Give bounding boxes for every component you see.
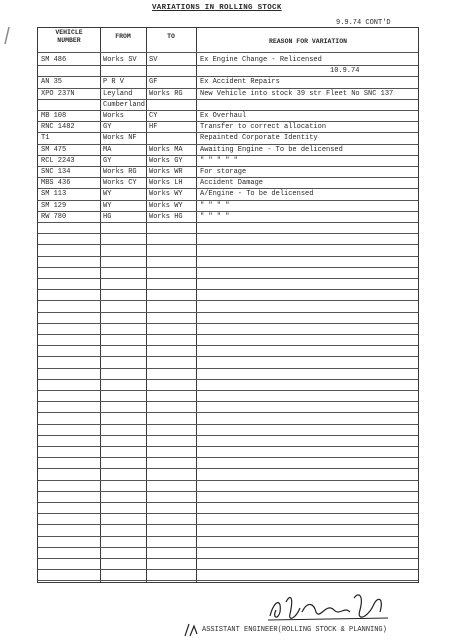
header-rule	[38, 52, 418, 53]
row-rule	[38, 390, 418, 391]
header-vehicle-number: VEHICLE NUMBER	[55, 29, 83, 44]
header-to: TO	[167, 33, 175, 40]
row-rule	[38, 345, 418, 346]
cell-from: GY	[103, 156, 112, 165]
row-rule	[38, 233, 418, 234]
cell-vehicle: SM 475	[41, 145, 67, 154]
row-rule	[38, 457, 418, 458]
row-rule	[38, 334, 418, 335]
cell-from: P R V	[103, 78, 125, 87]
cell-vehicle: AN 35	[41, 78, 63, 87]
cell-vehicle: MB 108	[41, 112, 67, 120]
row-rule	[38, 558, 418, 559]
column-divider	[146, 28, 147, 582]
document-reference: 9.9.74 CONT'D	[336, 19, 391, 27]
cell-vehicle: RCL 2243	[41, 156, 75, 165]
row-rule	[38, 368, 418, 369]
cell-to: Works GY	[149, 156, 183, 165]
cell-reason: New Vehicle into stock 39 str Fleet No SNC 137	[200, 89, 394, 98]
cell-from: GY	[103, 123, 112, 132]
row-rule	[38, 323, 418, 324]
cell-vehicle: MBS 436	[41, 179, 71, 188]
row-rule	[38, 267, 418, 268]
row-rule	[38, 256, 418, 257]
header-from: FROM	[115, 33, 131, 40]
row-rule	[38, 300, 418, 301]
cell-reason: A/Engine - To be delicensed	[200, 190, 314, 199]
row-rule	[38, 356, 418, 357]
row-rule	[38, 502, 418, 503]
cell-reason: Ex Overhaul	[200, 112, 247, 120]
cell-from: Cumberland	[103, 100, 146, 109]
row-rule	[38, 435, 418, 436]
row-rule	[38, 536, 418, 537]
cell-reason: Accident Damage	[200, 179, 264, 188]
cell-from: MA	[103, 145, 112, 154]
row-rule	[38, 491, 418, 492]
cell-vehicle: SM 113	[41, 190, 67, 199]
cell-reason: For storage	[200, 168, 247, 176]
column-divider	[196, 28, 197, 582]
cell-vehicle: SNC 134	[41, 168, 71, 176]
cell-reason: Repainted Corporate Identity	[200, 134, 318, 143]
row-rule	[38, 401, 418, 402]
signature	[264, 590, 394, 626]
cell-to: HF	[149, 123, 158, 132]
cell-reason: Ex Accident Repairs	[200, 78, 280, 87]
header-reason: REASON FOR VARIATION	[268, 38, 347, 45]
per-mark	[182, 620, 200, 638]
row-rule	[38, 412, 418, 413]
document-title: VARIATIONS IN ROLLING STOCK	[152, 4, 282, 12]
cell-reason: Transfer to correct allocation	[200, 123, 327, 132]
row-rule	[38, 65, 418, 66]
cell-from: Works	[103, 112, 125, 120]
row-rule	[38, 480, 418, 481]
cell-from: Leyland	[103, 89, 133, 98]
row-rule	[38, 244, 418, 245]
cell-reason: Awaiting Engine - To be delicensed	[200, 145, 343, 154]
cell-from: Works RG	[103, 168, 137, 176]
cell-from: HG	[103, 212, 112, 221]
cell-to: Works HG	[149, 212, 183, 221]
cell-vehicle: SM 129	[41, 201, 67, 210]
row-rule	[38, 513, 418, 514]
row-rule	[38, 424, 418, 425]
cell-to: Works RG	[149, 89, 183, 98]
cell-vehicle: RNC 1482	[41, 123, 75, 132]
row-rule	[38, 379, 418, 380]
row-rule	[38, 468, 418, 469]
row-rule	[38, 289, 418, 290]
row-rule	[38, 278, 418, 279]
row-rule	[38, 524, 418, 525]
cell-from: Works SV	[103, 56, 137, 64]
variations-table	[37, 27, 419, 583]
cell-to: Works MA	[149, 145, 183, 154]
row-rule	[38, 569, 418, 570]
row-rule	[38, 312, 418, 313]
cell-reason: " " " " "	[200, 156, 238, 165]
cell-from: WY	[103, 190, 112, 199]
cell-reason: " " " "	[200, 212, 230, 221]
cell-to: SV	[149, 56, 158, 64]
cell-to: GF	[149, 78, 158, 87]
cell-to: CY	[149, 112, 158, 120]
cell-to: Works WR	[149, 168, 183, 176]
cell-vehicle: T1	[41, 134, 50, 143]
cell-vehicle: SM 486	[41, 56, 67, 64]
column-divider	[100, 28, 101, 582]
row-rule	[38, 580, 418, 581]
cell-from: Works CY	[103, 179, 137, 188]
row-rule	[38, 99, 418, 100]
cell-reason: " " " "	[200, 201, 230, 210]
smudge-mark	[2, 26, 12, 46]
cell-to: Works WY	[149, 201, 183, 210]
cell-to: Works LH	[149, 179, 183, 188]
cell-from: WY	[103, 201, 112, 210]
row-rule	[38, 547, 418, 548]
cell-from: Works NF	[103, 134, 137, 143]
row-rule	[38, 222, 418, 223]
footer-signatory: ASSISTANT ENGINEER(ROLLING STOCK & PLANNING)	[202, 626, 387, 634]
cell-reason: Ex Engine Change - Relicensed	[200, 56, 322, 64]
cell-to: Works WY	[149, 190, 183, 199]
row-rule	[38, 446, 418, 447]
cell-vehicle: XPO 237N	[41, 89, 75, 98]
cell-reason: 10.9.74	[330, 67, 360, 76]
cell-vehicle: RW 780	[41, 212, 67, 221]
